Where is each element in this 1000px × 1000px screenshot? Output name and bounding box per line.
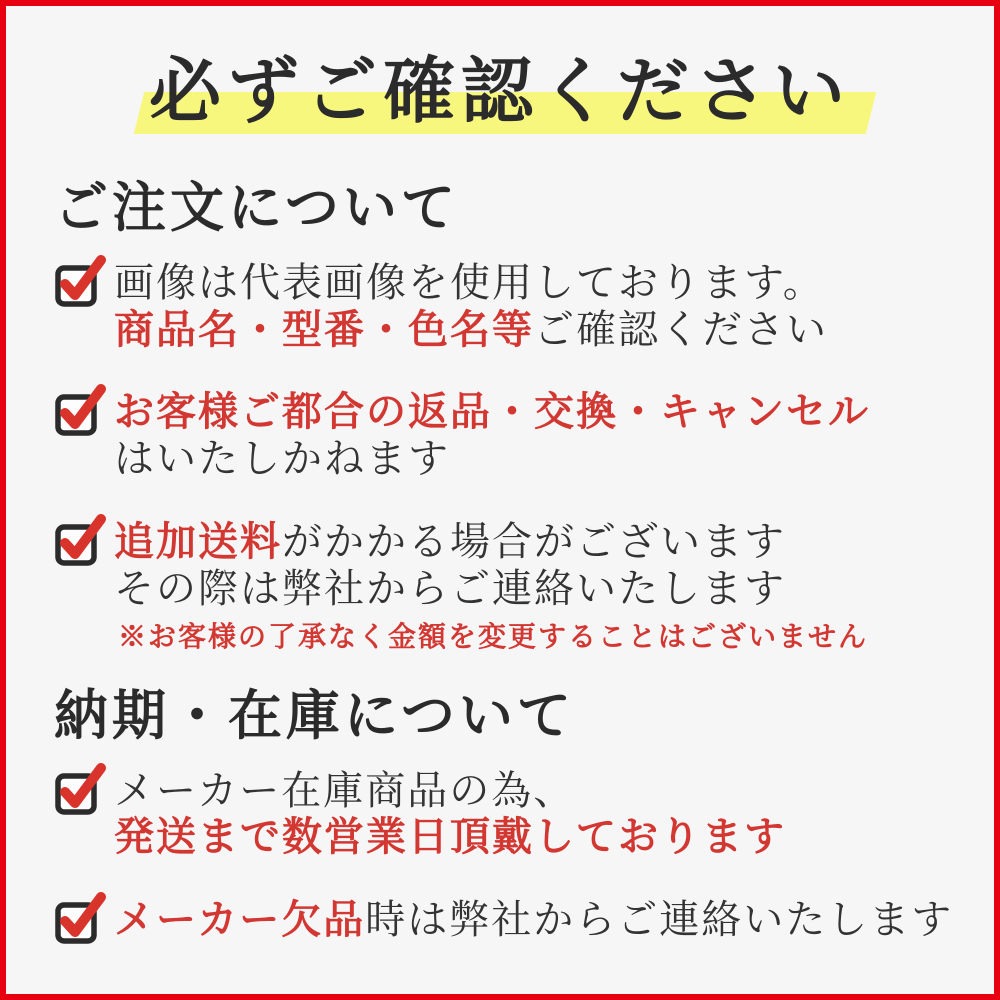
checkbox-checked-icon (54, 891, 106, 945)
text-line (114, 260, 954, 307)
text-line (114, 436, 954, 483)
checkbox-checked-icon (54, 762, 106, 816)
text-segment: メーカー欠品 (114, 896, 366, 944)
text-segment: 画像は代表画像を使用しております。 (114, 259, 825, 306)
checklist-item (54, 519, 954, 654)
text-line (114, 897, 954, 944)
text-line (114, 566, 954, 613)
text-segment: がかかる場合がございます (282, 518, 786, 565)
sections (6, 175, 994, 945)
checklist-item (54, 768, 954, 862)
section-heading: 納期・在庫について (54, 683, 575, 748)
page-title (149, 48, 851, 134)
checklist-item-text (114, 897, 954, 944)
checklist-item-text (114, 768, 954, 862)
page-title-text: 必ずご確認ください (148, 48, 851, 133)
checklist-item (54, 260, 954, 354)
text-segment: ご確認ください (534, 306, 828, 353)
text-segment: その際は弊社からご連絡いたします (114, 565, 786, 612)
text-segment: 追加送料 (114, 517, 282, 565)
checklist-item-text (114, 260, 954, 354)
text-segment: はいたしかねます (114, 436, 450, 483)
text-segment: メーカー在庫商品の為、 (114, 767, 576, 814)
item-note: ※お客様の了承なく金額を変更することはございません (118, 620, 869, 654)
text-segment: 商品名・型番・色名等 (114, 305, 534, 353)
text-line (114, 768, 954, 815)
text-line (114, 389, 954, 436)
checklist-item (54, 897, 954, 945)
checkbox-checked-icon (54, 254, 106, 308)
text-line (114, 307, 954, 354)
text-line (114, 814, 954, 861)
section-heading: ご注文について (54, 175, 459, 240)
checklist-item-text (114, 519, 954, 654)
checkbox-checked-icon (54, 513, 106, 567)
text-segment: お客様ご都合の返品・交換・キャンセル (114, 388, 870, 436)
checkbox-checked-icon (54, 383, 106, 437)
title-block (6, 48, 994, 134)
text-segment: 発送まで数営業日頂戴しております (114, 813, 786, 861)
checklist-item-text (114, 389, 954, 483)
checklist-item (54, 389, 954, 483)
text-segment: 時は弊社からご連絡いたします (365, 897, 954, 944)
text-line (114, 519, 954, 566)
